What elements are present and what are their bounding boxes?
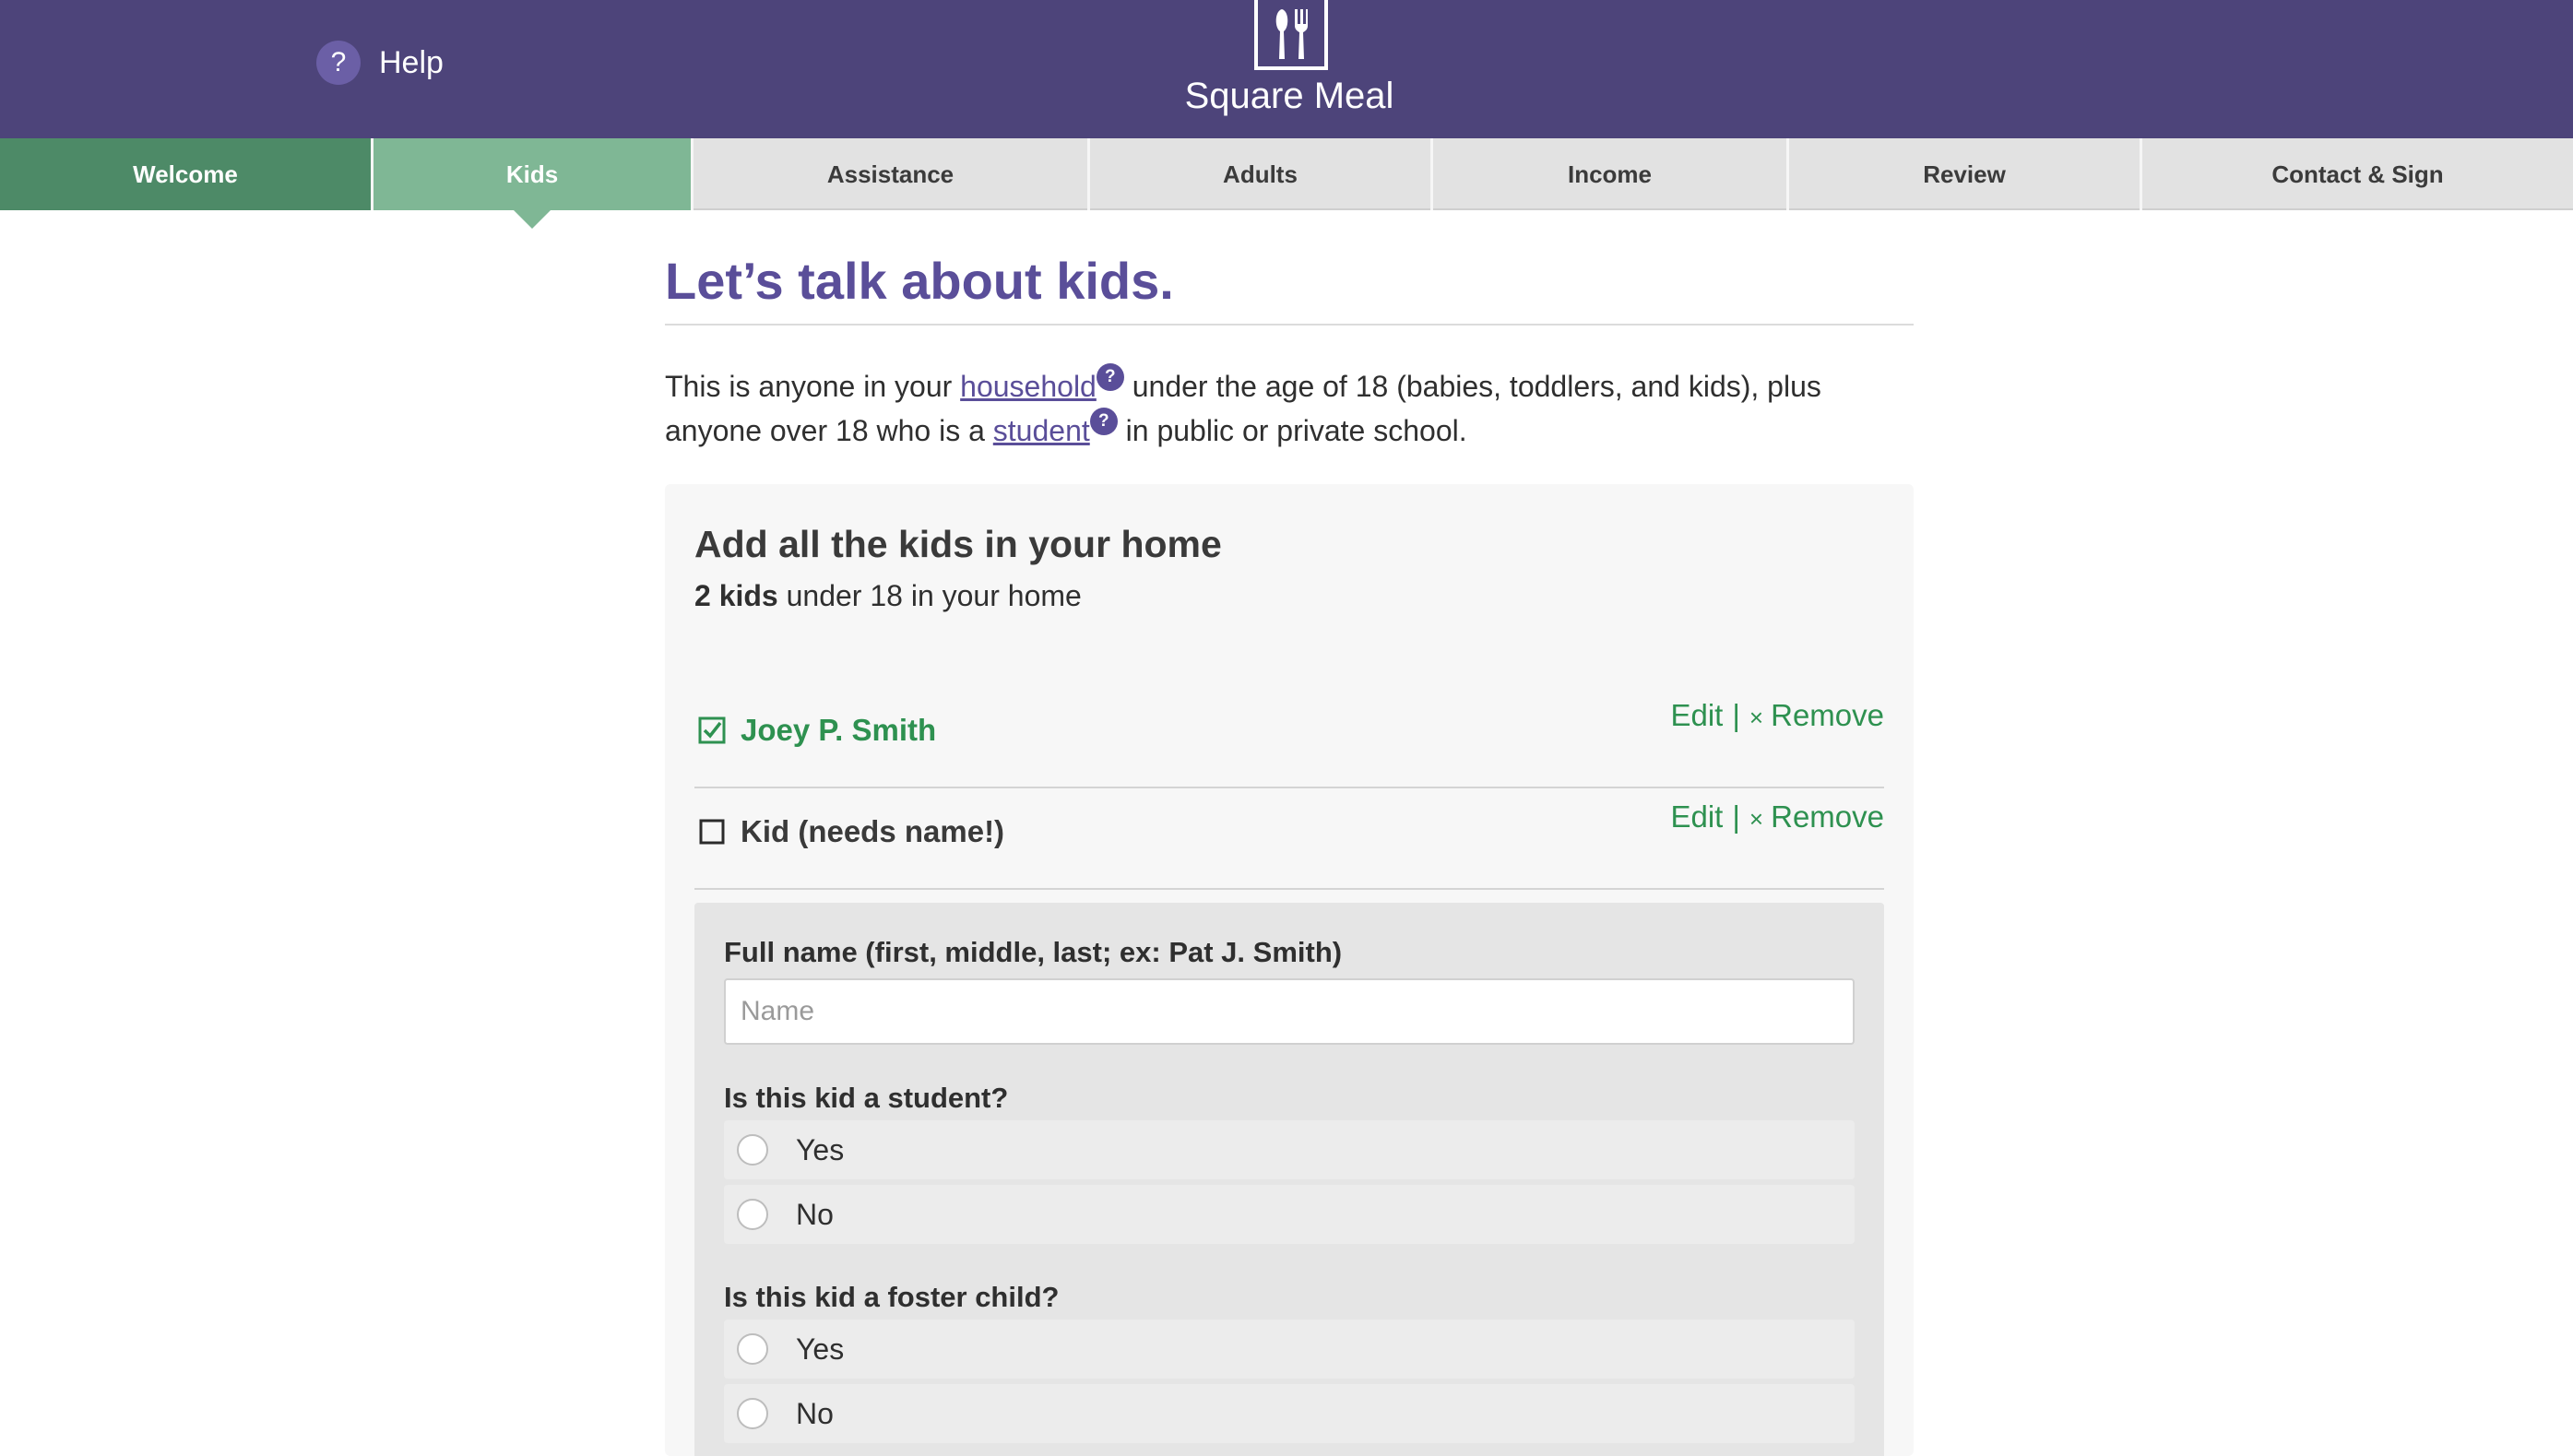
kids-list [694, 687, 1884, 890]
kid-row [694, 687, 1884, 788]
foster-yes-option[interactable] [724, 1320, 1855, 1379]
student-yes-option[interactable] [724, 1120, 1855, 1179]
main-content [665, 210, 1914, 1456]
remove-kid-button[interactable] [1749, 799, 1884, 835]
kid-edit-form [694, 903, 1884, 1456]
tab-contact-sign[interactable]: Contact & Sign [2271, 160, 2444, 188]
tab-assistance[interactable]: Assistance [694, 138, 1090, 210]
foster-question [724, 1281, 1855, 1443]
fork-and-spoon-icon [1254, 0, 1328, 70]
help-icon[interactable]: ? [316, 41, 361, 85]
unchecked-box-icon [698, 818, 726, 846]
tab-adults[interactable]: Adults [1090, 138, 1433, 210]
foster-question-label: Is this kid a foster child? [724, 1281, 1060, 1313]
radio-label: Yes [796, 1332, 845, 1366]
tab-kids[interactable]: Kids [374, 138, 694, 210]
radio-label: No [796, 1197, 834, 1231]
intro-text-part: This is anyone in your [665, 370, 961, 403]
tab-review[interactable]: Review [1789, 138, 2142, 210]
brand-title: Square Meal [1184, 76, 1394, 116]
page-title: Let’s talk about kids. [665, 251, 1914, 326]
intro-text [665, 364, 1914, 453]
close-icon: × [1749, 704, 1764, 731]
checked-box-icon [698, 716, 726, 744]
kid-name: Kid (needs name!) [741, 814, 1005, 848]
intro-text-part: in public or private school. [1117, 414, 1467, 447]
radio-button[interactable] [737, 1333, 768, 1365]
tab-income[interactable]: Income [1433, 138, 1789, 210]
student-question [724, 1082, 1855, 1244]
remove-label: Remove [1771, 799, 1884, 834]
radio-button[interactable] [737, 1134, 768, 1166]
kids-count [694, 579, 1884, 613]
radio-label: No [796, 1396, 834, 1430]
kid-name: Joey P. Smith [741, 713, 937, 747]
action-separator: | [1732, 799, 1740, 834]
student-no-option[interactable] [724, 1185, 1855, 1244]
close-icon: × [1749, 805, 1764, 833]
radio-button[interactable] [737, 1199, 768, 1230]
radio-button[interactable] [737, 1398, 768, 1429]
kid-row [694, 788, 1884, 890]
kids-card [665, 484, 1914, 1456]
remove-kid-button[interactable] [1749, 698, 1884, 733]
household-link[interactable]: household [960, 370, 1097, 403]
help-label[interactable]: Help [379, 44, 444, 80]
step-navigation [0, 138, 2573, 210]
full-name-input[interactable] [724, 978, 1855, 1045]
remove-label: Remove [1771, 698, 1884, 732]
kid-actions [1670, 799, 1884, 835]
kid-actions [1670, 698, 1884, 733]
student-help-icon[interactable]: ? [1090, 408, 1118, 435]
card-title: Add all the kids in your home [694, 523, 1222, 565]
kids-count-number: 2 kids [694, 579, 778, 612]
intro-text-part: under the age of 18 (babies, toddlers, and kids), plus anyone over 18 who is a [665, 370, 1821, 447]
help-button[interactable] [316, 41, 444, 85]
household-help-icon[interactable]: ? [1097, 363, 1124, 391]
tab-welcome[interactable]: Welcome [0, 138, 374, 210]
full-name-label: Full name (first, middle, last; ex: Pat J. Smith) [724, 936, 1343, 968]
radio-label: Yes [796, 1132, 845, 1166]
student-question-label: Is this kid a student? [724, 1082, 1009, 1114]
edit-kid-button[interactable]: Edit [1670, 698, 1724, 732]
foster-no-option[interactable] [724, 1384, 1855, 1443]
top-bar [0, 0, 2573, 138]
edit-kid-button[interactable]: Edit [1670, 799, 1724, 834]
kids-count-rest: under 18 in your home [777, 579, 1082, 612]
student-link[interactable]: student [992, 414, 1090, 447]
action-separator: | [1732, 698, 1740, 732]
